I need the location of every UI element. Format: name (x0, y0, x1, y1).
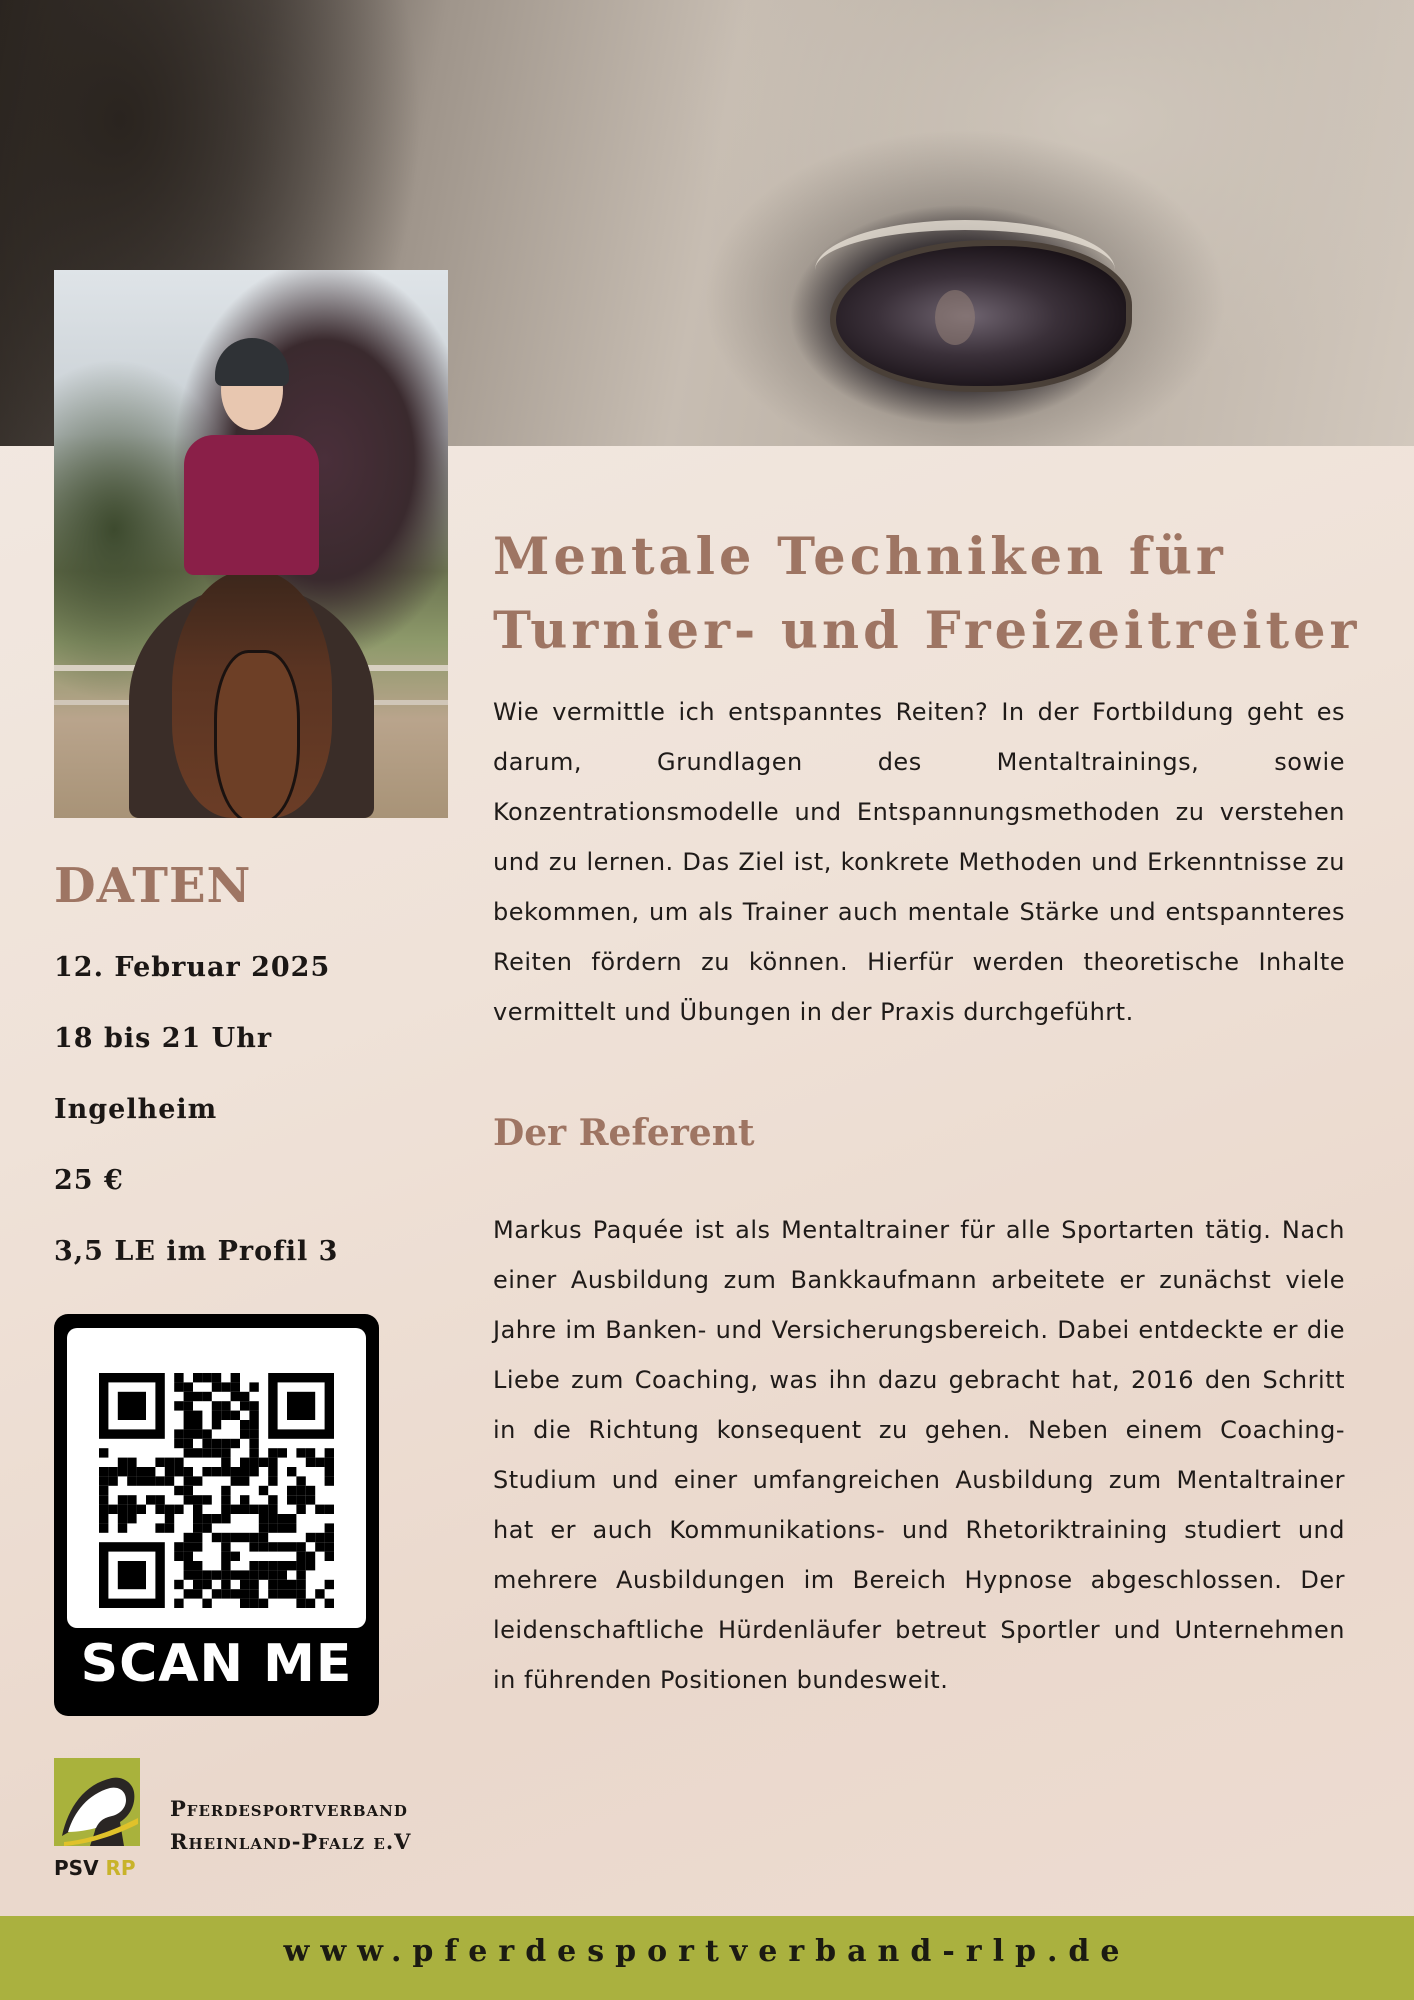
event-location: Ingelheim (54, 1094, 218, 1125)
psv-rp-logo-icon (54, 1758, 140, 1848)
referent-paragraph: Markus Paquée ist als Mentaltrainer für alle Sportarten tätig. Nach einer Ausbildung zum Bankkaufmann arbeitete er zunächst viele Jahre im Banken- und Versicherungsbereich. Dabei entdeckte er die Liebe zum Coaching, was ihn dazu gebracht hat, 2016 den Schritt in die Richtung konsequent zu gehen. Neben einem Coaching-Studium und einer umfangreichen Ausbildung zum Mentaltrainer hat er auch Kommunikations- und Rhetoriktraining studiert und mehrere Ausbildungen im Bereich Hypnose abgeschlossen. Der leidenschaftliche Hürdenläufer betreut Sportler und Unternehmen in führenden Positionen bundesweit. (493, 1216, 1345, 1694)
rider-torso-shape (184, 435, 319, 575)
daten-heading: DATEN (54, 858, 252, 914)
event-date: 12. Februar 2025 (54, 952, 331, 983)
logo-abbr-accent: RP (105, 1856, 136, 1880)
referent-heading: Der Referent (493, 1112, 755, 1154)
daten-list (54, 945, 338, 1300)
org-name-line-2: Rheinland-Pfalz e.V (170, 1829, 412, 1854)
intro-paragraph: Wie vermittle ich entspanntes Reiten? In der Fortbildung geht es darum, Grundlagen des Mentaltrainings, sowie Konzentrationsmodelle und Entspannungsmethoden zu verstehen und zu lernen. Das Ziel ist, konkrete Methoden und Erkenntnisse zu bekommen, um als Trainer auch mentale Stärke und entspannteres Reiten fördern zu können. Hierfür werden theoretische Inhalte vermittelt und Übungen in der Praxis durchgeführt. (493, 698, 1345, 1026)
event-price: 25 € (54, 1165, 124, 1196)
scan-me-label: SCAN ME (80, 1634, 353, 1694)
org-name-line-1: Pferdesportverband (170, 1796, 408, 1821)
title-line-1: Mentale Techniken für (493, 527, 1227, 587)
qr-code-card[interactable] (54, 1314, 379, 1716)
event-credits: 3,5 LE im Profil 3 (54, 1236, 339, 1267)
rider-photo (54, 270, 448, 818)
footer-bar (0, 1916, 1414, 2000)
logo-abbreviation (54, 1856, 136, 1880)
event-time: 18 bis 21 Uhr (54, 1023, 273, 1054)
title-line-2: Turnier- und Freizeitreiter (493, 601, 1361, 661)
horse-face-shape (214, 650, 300, 818)
logo-abbr-main: PSV (54, 1856, 99, 1880)
page-title (493, 520, 1373, 668)
helmet-shape (215, 338, 289, 386)
eye-reflection-shape (935, 290, 975, 345)
qr-code-background (67, 1328, 366, 1628)
horse-eye-shape (830, 240, 1132, 392)
website-link[interactable]: www.pferdesportverband-rlp.de (283, 1934, 1131, 1969)
organization-name (170, 1792, 411, 1858)
qr-code-icon (99, 1373, 334, 1608)
